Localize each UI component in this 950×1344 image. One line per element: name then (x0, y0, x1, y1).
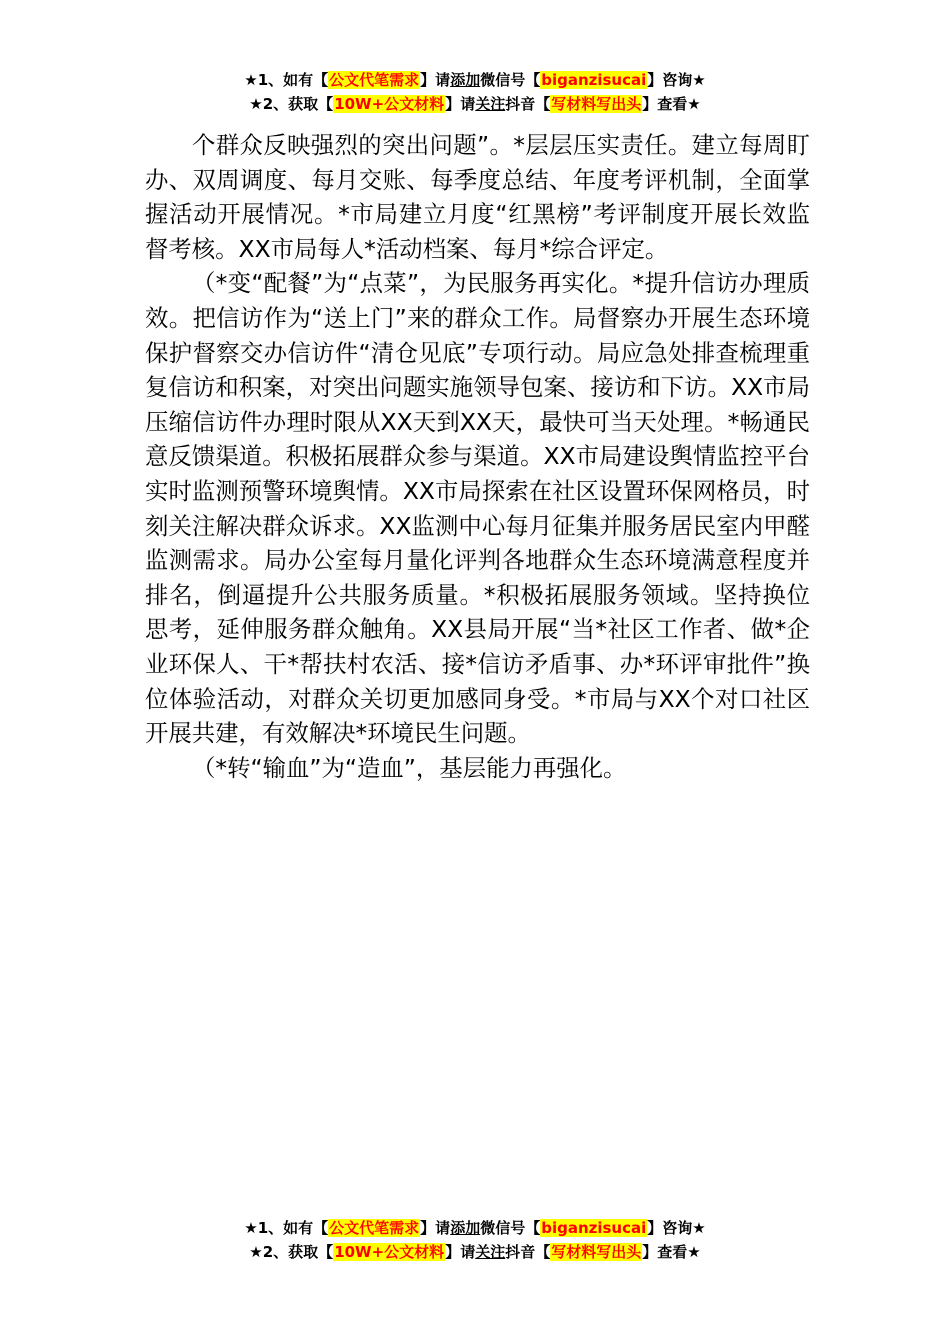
highlight-douyin: 写材料写出头 (551, 95, 642, 113)
highlight-wechat-id: biganzisucai (541, 1219, 647, 1237)
underlined-text: 添加 (450, 71, 481, 89)
banner-text: ★1、如有【 (244, 1219, 329, 1237)
banner-text: 】请 (420, 71, 451, 89)
highlight-service: 公文代笔需求 (329, 71, 420, 89)
banner-text: 抖音【 (505, 1243, 551, 1261)
paragraph-1: 个群众反映强烈的突出问题”。*层层压实责任。建立每周盯办、双周调度、每月交账、每季度总结、年度考评机制，全面掌握活动开展情况。*市局建立月度“红黑榜”考评制度开展长效监督考核。XX市局每人*活动档案、每月*综合评定。 (145, 131, 810, 263)
banner-text: ★2、获取【 (249, 1243, 334, 1261)
paragraph-2: （*变“配餐”为“点菜”，为民服务再实化。*提升信访办理质效。把信访作为“送上门”来的群众工作。局督察办开展生态环境保护督察交办信访件“清仓见底”专项行动。局应急处排查梳理重复信访和积案，对突出问题实施领导包案、接访和下访。XX市局压缩信访件办理时限从XX天到XX天，最快可当天处理。*畅通民意反馈渠道。积极拓展群众参与渠道。XX市局建设舆情监控平台实时监测预警环境舆情。XX市局探索在社区设置环保网格员，时刻关注解决群众诉求。XX监测中心每月征集并服务居民室内甲醛监测需求。局办公室每月量化评判各地群众生态环境满意程度并排名，倒逼提升公共服务质量。*积极拓展服务领域。坚持换位思考，延伸服务群众触角。XX县局开展“当*社区工作者、做*企业环保人、干*帮扶村农活、接*信访矛盾事、办*环评审批件”换位体验活动，对群众关切更加感同身受。*市局与XX个对口社区开展共建，有效解决*环境民生问题。 (145, 269, 810, 748)
banner-text: 】请 (445, 95, 476, 113)
document-body (145, 128, 810, 785)
banner-text: 】请 (445, 1243, 476, 1261)
banner-text: 微信号【 (480, 71, 541, 89)
banner-text: 】查看★ (642, 1243, 701, 1261)
underlined-text: 关注 (475, 95, 506, 113)
banner-line-1 (0, 68, 950, 92)
banner-text: ★1、如有【 (244, 71, 329, 89)
highlight-service: 公文代笔需求 (329, 1219, 420, 1237)
highlight-douyin: 写材料写出头 (551, 1243, 642, 1261)
banner-text: 】咨询★ (647, 1219, 706, 1237)
banner-text: 微信号【 (480, 1219, 541, 1237)
banner-text: ★2、获取【 (249, 95, 334, 113)
highlight-materials: 10W+公文材料 (334, 1243, 445, 1261)
footer-banner (0, 1216, 950, 1264)
header-banner (0, 68, 950, 116)
banner-text: 】查看★ (642, 95, 701, 113)
underlined-text: 添加 (450, 1219, 481, 1237)
banner-text: 】请 (420, 1219, 451, 1237)
highlight-wechat-id: biganzisucai (541, 71, 647, 89)
banner-line-1 (0, 1216, 950, 1240)
underlined-text: 关注 (475, 1243, 506, 1261)
banner-text: 】咨询★ (647, 71, 706, 89)
banner-line-2 (0, 1240, 950, 1264)
paragraph-3: （*转“输血”为“造血”，基层能力再强化。 (192, 753, 627, 782)
banner-line-2 (0, 92, 950, 116)
banner-text: 抖音【 (505, 95, 551, 113)
highlight-materials: 10W+公文材料 (334, 95, 445, 113)
